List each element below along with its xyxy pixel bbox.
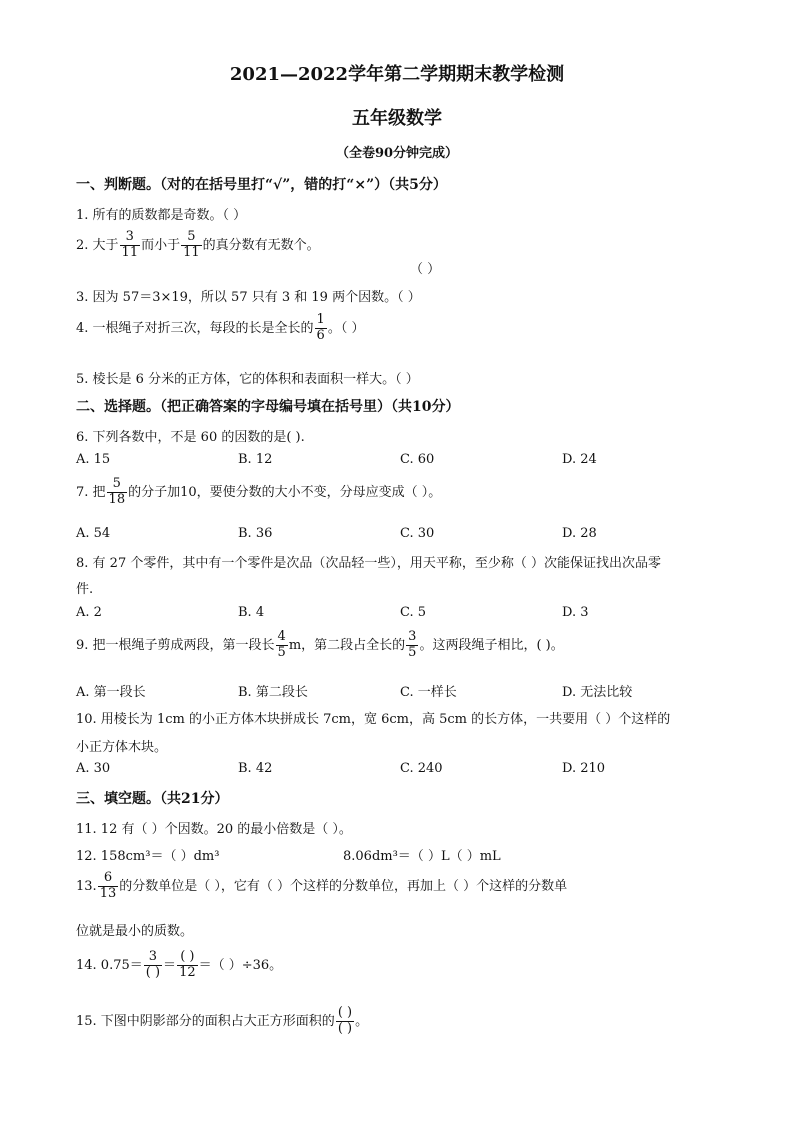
exam-note: （全卷90分钟完成） [335, 146, 459, 161]
option-c[interactable]: C. 5 [400, 605, 427, 620]
question-4-text-pre: 4. 一根绳子对折三次，每段的长是全长的 [76, 320, 314, 336]
fraction: $\frac{3}{11}$ [121, 229, 139, 260]
question-13-line-1 [76, 871, 567, 902]
question-8-line-2: 件. [76, 582, 94, 597]
fraction: $\frac{3}{5}$ [408, 629, 417, 660]
question-10-line-2: 小正方体木块。 [76, 740, 168, 755]
question-7-text-pre: 7. 把 [76, 484, 106, 500]
question-9 [76, 630, 564, 661]
option-b[interactable]: B. 第二段长 [238, 685, 308, 700]
question-5: 5. 棱长是 6 分米的正方体，它的体积和表面积一样大。（ ） [76, 372, 419, 387]
option-d[interactable]: D. 24 [562, 452, 597, 467]
question-15-text-pre: 15. 下图中阴影部分的面积占大正方形面积的 [76, 1013, 335, 1029]
option-c[interactable]: C. 30 [400, 526, 435, 541]
question-2-text-pre: 2. 大于 [76, 237, 119, 253]
fraction: $\frac{4}{5}$ [277, 629, 286, 660]
question-12-part-1: 12. 158cm³＝（ ）dm³ [76, 849, 220, 864]
question-14-text-post: ＝（ ）÷36。 [198, 957, 283, 973]
fraction: $\frac{3}{( )}$ [145, 949, 161, 980]
question-9-text-mid: m，第二段占全长的 [288, 637, 406, 653]
option-a[interactable]: A. 15 [76, 452, 111, 467]
fraction: $\frac{( )}{12}$ [179, 949, 196, 980]
question-7 [76, 477, 441, 508]
question-2-answer-blank[interactable]: （ ） [410, 262, 441, 277]
option-d[interactable]: D. 28 [562, 526, 597, 541]
option-b[interactable]: B. 42 [238, 761, 273, 776]
question-13-line-2: 位就是最小的质数。 [76, 924, 194, 939]
fraction: $\frac{5}{11}$ [183, 229, 200, 260]
fraction: $\frac{1}{6}$ [316, 312, 325, 343]
option-a[interactable]: A. 30 [76, 761, 111, 776]
question-9-text-pre: 9. 把一根绳子剪成两段，第一段长 [76, 637, 275, 653]
option-c[interactable]: C. 一样长 [400, 685, 457, 700]
option-b[interactable]: B. 36 [238, 526, 273, 541]
question-11: 11. 12 有（ ）个因数。20 的最小倍数是（ ）。 [76, 822, 352, 837]
question-1: 1. 所有的质数都是奇数。（ ） [76, 208, 247, 223]
question-4-text-post: 。（ ） [327, 320, 365, 336]
question-15 [76, 1006, 368, 1037]
section-2-heading: 二、选择题。（把正确答案的字母编号填在括号里）（共10分） [76, 399, 460, 415]
fraction: $\frac{6}{13}$ [99, 870, 117, 901]
question-13-number: 13. [76, 878, 97, 894]
option-b[interactable]: B. 4 [238, 605, 265, 620]
exam-title: 2021—2022学年第二学期期末教学检测 [229, 64, 565, 85]
question-13-text: 的分数单位是（ ），它有（ ）个这样的分数单位，再加上（ ）个这样的分数单 [119, 878, 568, 894]
section-1-heading: 一、判断题。（对的在括号里打“√”，错的打“×”）（共5分） [76, 177, 447, 193]
question-15-text-post: 。 [355, 1013, 369, 1029]
option-d[interactable]: D. 无法比较 [562, 685, 633, 700]
question-8-line-1: 8. 有 27 个零件，其中有一个零件是次品（次品轻一些），用天平称，至少称（ ）次能保证找出次品零 [76, 556, 661, 571]
option-d[interactable]: D. 210 [562, 761, 606, 776]
question-4 [76, 313, 364, 344]
question-12-part-2: 8.06dm³＝（ ）L（ ）mL [343, 849, 501, 864]
equals-sign: ＝ [163, 957, 177, 973]
question-14 [76, 950, 282, 981]
question-2-text-mid: 而小于 [141, 237, 181, 253]
option-a[interactable]: A. 第一段长 [76, 685, 146, 700]
exam-subtitle: 五年级数学 [352, 108, 442, 129]
option-b[interactable]: B. 12 [238, 452, 273, 467]
fraction: $\frac{5}{18}$ [108, 476, 126, 507]
section-3-heading: 三、填空题。（共21分） [76, 791, 229, 807]
option-a[interactable]: A. 2 [76, 605, 102, 620]
question-10-line-1: 10. 用棱长为 1cm 的小正方体木块拼成长 7cm，宽 6cm，高 5cm 的长方体，一共要用（ ）个这样的 [76, 712, 671, 727]
option-a[interactable]: A. 54 [76, 526, 111, 541]
question-6: 6. 下列各数中，不是 60 的因数的是( ). [76, 430, 305, 445]
option-c[interactable]: C. 240 [400, 761, 443, 776]
fraction: $\frac{( )}{( )}$ [337, 1005, 353, 1036]
option-c[interactable]: C. 60 [400, 452, 435, 467]
question-2-text-post: 的真分数有无数个。 [202, 237, 320, 253]
question-9-text-post: 。这两段绳子相比，( )。 [419, 637, 564, 653]
question-14-text-pre: 14. 0.75＝ [76, 957, 143, 973]
option-d[interactable]: D. 3 [562, 605, 589, 620]
question-2 [76, 230, 320, 261]
question-3: 3. 因为 57＝3×19，所以 57 只有 3 和 19 两个因数。（ ） [76, 290, 421, 305]
question-7-text-post: 的分子加10，要使分数的大小不变，分母应变成（ ）。 [128, 484, 442, 500]
